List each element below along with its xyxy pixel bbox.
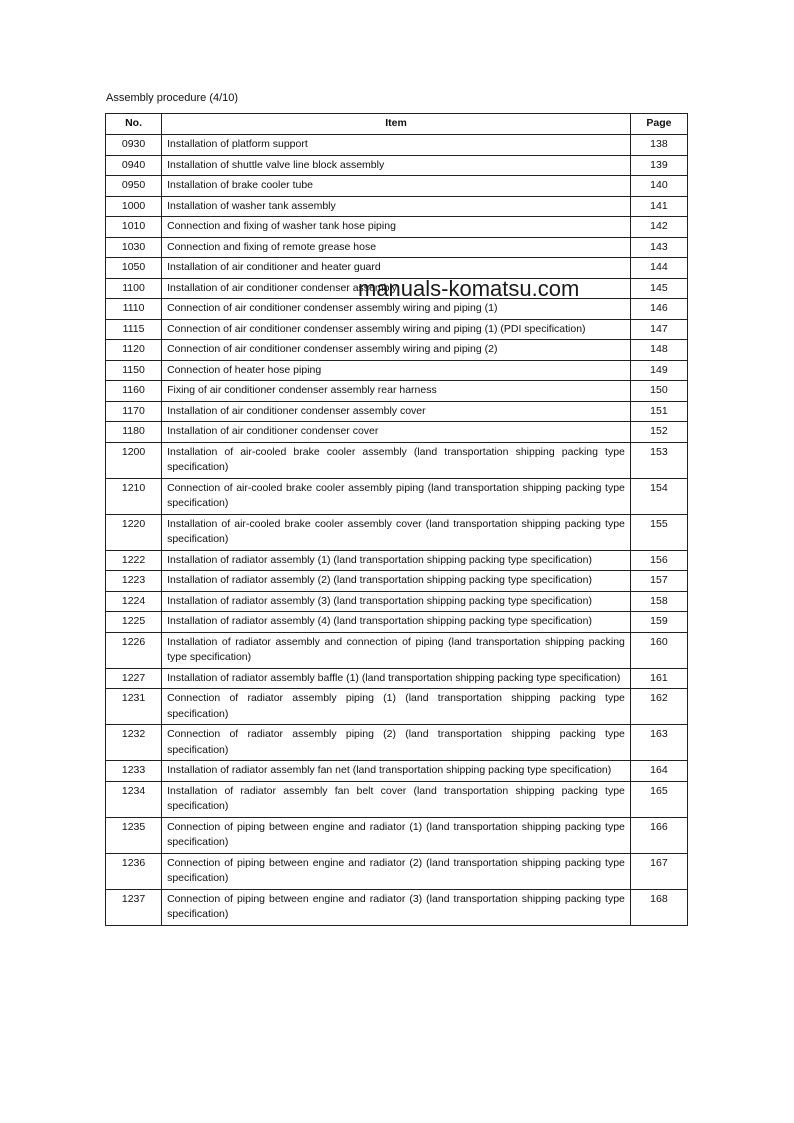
- table-row: [106, 319, 688, 340]
- table-row: [106, 381, 688, 402]
- table-row: [106, 422, 688, 443]
- assembly-procedure-table: [105, 113, 688, 926]
- row-item: Installation of air-cooled brake cooler assembly (land transportation shipping packing type specification): [162, 442, 631, 478]
- row-number: 1160: [106, 381, 162, 402]
- row-item: Connection of air conditioner condenser assembly wiring and piping (1): [162, 299, 631, 320]
- row-item: Installation of air conditioner condenser assembly: [162, 278, 631, 299]
- row-page: 147: [630, 319, 687, 340]
- row-item: Connection of radiator assembly piping (2) (land transportation shipping packing type specification): [162, 725, 631, 761]
- row-number: 1225: [106, 612, 162, 633]
- row-number: 1150: [106, 360, 162, 381]
- table-row: [106, 550, 688, 571]
- row-page: 157: [630, 571, 687, 592]
- row-item: Installation of brake cooler tube: [162, 176, 631, 197]
- row-page: 139: [630, 155, 687, 176]
- row-page: 151: [630, 401, 687, 422]
- row-number: 1223: [106, 571, 162, 592]
- row-number: 0940: [106, 155, 162, 176]
- row-number: 1100: [106, 278, 162, 299]
- row-item: Installation of radiator assembly and connection of piping (land transportation shipping packing type specification): [162, 632, 631, 668]
- row-item: Connection of air conditioner condenser assembly wiring and piping (2): [162, 340, 631, 361]
- row-page: 138: [630, 135, 687, 156]
- row-number: 1170: [106, 401, 162, 422]
- row-item: Fixing of air conditioner condenser assembly rear harness: [162, 381, 631, 402]
- row-number: 1237: [106, 889, 162, 925]
- row-page: 160: [630, 632, 687, 668]
- row-page: 145: [630, 278, 687, 299]
- row-page: 144: [630, 258, 687, 279]
- row-item: Installation of air conditioner condenser assembly cover: [162, 401, 631, 422]
- row-number: 1224: [106, 591, 162, 612]
- row-item: Connection of air conditioner condenser assembly wiring and piping (1) (PDI specification): [162, 319, 631, 340]
- row-item: Installation of radiator assembly fan belt cover (land transportation shipping packing type specification): [162, 781, 631, 817]
- row-number: 1232: [106, 725, 162, 761]
- row-number: 1180: [106, 422, 162, 443]
- table-row: [106, 591, 688, 612]
- table-row: [106, 761, 688, 782]
- row-page: 143: [630, 237, 687, 258]
- row-number: 1010: [106, 217, 162, 238]
- table-row: [106, 889, 688, 925]
- table-row: [106, 155, 688, 176]
- table-row: [106, 478, 688, 514]
- row-page: 156: [630, 550, 687, 571]
- row-item: Installation of platform support: [162, 135, 631, 156]
- row-page: 146: [630, 299, 687, 320]
- row-page: 164: [630, 761, 687, 782]
- row-number: 1226: [106, 632, 162, 668]
- table-row: [106, 853, 688, 889]
- table-row: [106, 340, 688, 361]
- row-number: 0950: [106, 176, 162, 197]
- table-row: [106, 817, 688, 853]
- table-row: [106, 360, 688, 381]
- table-row: [106, 258, 688, 279]
- row-number: 1233: [106, 761, 162, 782]
- row-item: Installation of air conditioner and heater guard: [162, 258, 631, 279]
- row-number: 1231: [106, 689, 162, 725]
- row-page: 148: [630, 340, 687, 361]
- row-number: 1227: [106, 668, 162, 689]
- row-page: 149: [630, 360, 687, 381]
- table-header-row: [106, 114, 688, 135]
- table-row: [106, 668, 688, 689]
- row-number: 1210: [106, 478, 162, 514]
- row-page: 152: [630, 422, 687, 443]
- row-item: Installation of air-cooled brake cooler assembly cover (land transportation shipping packing type specification): [162, 514, 631, 550]
- row-number: 1234: [106, 781, 162, 817]
- table-row: [106, 135, 688, 156]
- row-number: 1220: [106, 514, 162, 550]
- row-page: 158: [630, 591, 687, 612]
- row-item: Installation of shuttle valve line block assembly: [162, 155, 631, 176]
- row-page: 154: [630, 478, 687, 514]
- row-page: 150: [630, 381, 687, 402]
- column-header-page: Page: [630, 114, 687, 135]
- row-number: 1050: [106, 258, 162, 279]
- row-page: 163: [630, 725, 687, 761]
- row-item: Connection of heater hose piping: [162, 360, 631, 381]
- row-number: 1120: [106, 340, 162, 361]
- row-item: Connection of piping between engine and radiator (2) (land transportation shipping packing type specification): [162, 853, 631, 889]
- row-item: Installation of radiator assembly (1) (land transportation shipping packing type specification): [162, 550, 631, 571]
- row-page: 161: [630, 668, 687, 689]
- row-page: 159: [630, 612, 687, 633]
- row-item: Installation of radiator assembly baffle (1) (land transportation shipping packing type specification): [162, 668, 631, 689]
- column-header-item: Item: [162, 114, 631, 135]
- row-page: 168: [630, 889, 687, 925]
- row-page: 167: [630, 853, 687, 889]
- row-page: 140: [630, 176, 687, 197]
- row-item: Connection and fixing of remote grease hose: [162, 237, 631, 258]
- table-row: [106, 442, 688, 478]
- table-row: [106, 237, 688, 258]
- row-page: 155: [630, 514, 687, 550]
- table-row: [106, 514, 688, 550]
- row-number: 1000: [106, 196, 162, 217]
- row-item: Installation of radiator assembly fan net (land transportation shipping packing type specification): [162, 761, 631, 782]
- table-row: [106, 612, 688, 633]
- row-page: 162: [630, 689, 687, 725]
- row-number: 1200: [106, 442, 162, 478]
- row-item: Installation of radiator assembly (2) (land transportation shipping packing type specification): [162, 571, 631, 592]
- row-number: 1110: [106, 299, 162, 320]
- table-row: [106, 689, 688, 725]
- row-number: 1030: [106, 237, 162, 258]
- row-item: Installation of radiator assembly (3) (land transportation shipping packing type specification): [162, 591, 631, 612]
- table-row: [106, 176, 688, 197]
- table-body: [106, 135, 688, 926]
- table-row: [106, 632, 688, 668]
- row-number: 1236: [106, 853, 162, 889]
- column-header-no: No.: [106, 114, 162, 135]
- table-row: [106, 571, 688, 592]
- row-item: Connection of air-cooled brake cooler assembly piping (land transportation shipping packing type specification): [162, 478, 631, 514]
- row-page: 166: [630, 817, 687, 853]
- row-number: 1222: [106, 550, 162, 571]
- watermark-text: manuals-komatsu.com: [358, 276, 580, 301]
- row-page: 153: [630, 442, 687, 478]
- row-item: Installation of air conditioner condenser cover: [162, 422, 631, 443]
- table-row: [106, 196, 688, 217]
- row-item: Installation of washer tank assembly: [162, 196, 631, 217]
- row-page: 165: [630, 781, 687, 817]
- row-page: 141: [630, 196, 687, 217]
- table-row: [106, 781, 688, 817]
- document-title: Assembly procedure (4/10): [106, 92, 239, 104]
- row-item: Connection of piping between engine and radiator (3) (land transportation shipping packing type specification): [162, 889, 631, 925]
- row-number: 0930: [106, 135, 162, 156]
- row-item: Connection of radiator assembly piping (1) (land transportation shipping packing type specification): [162, 689, 631, 725]
- table-row: [106, 401, 688, 422]
- table-row: [106, 725, 688, 761]
- row-page: 142: [630, 217, 687, 238]
- row-item: Connection of piping between engine and radiator (1) (land transportation shipping packing type specification): [162, 817, 631, 853]
- row-number: 1235: [106, 817, 162, 853]
- row-item: Connection and fixing of washer tank hose piping: [162, 217, 631, 238]
- row-number: 1115: [106, 319, 162, 340]
- table-row: [106, 217, 688, 238]
- row-item: Installation of radiator assembly (4) (land transportation shipping packing type specification): [162, 612, 631, 633]
